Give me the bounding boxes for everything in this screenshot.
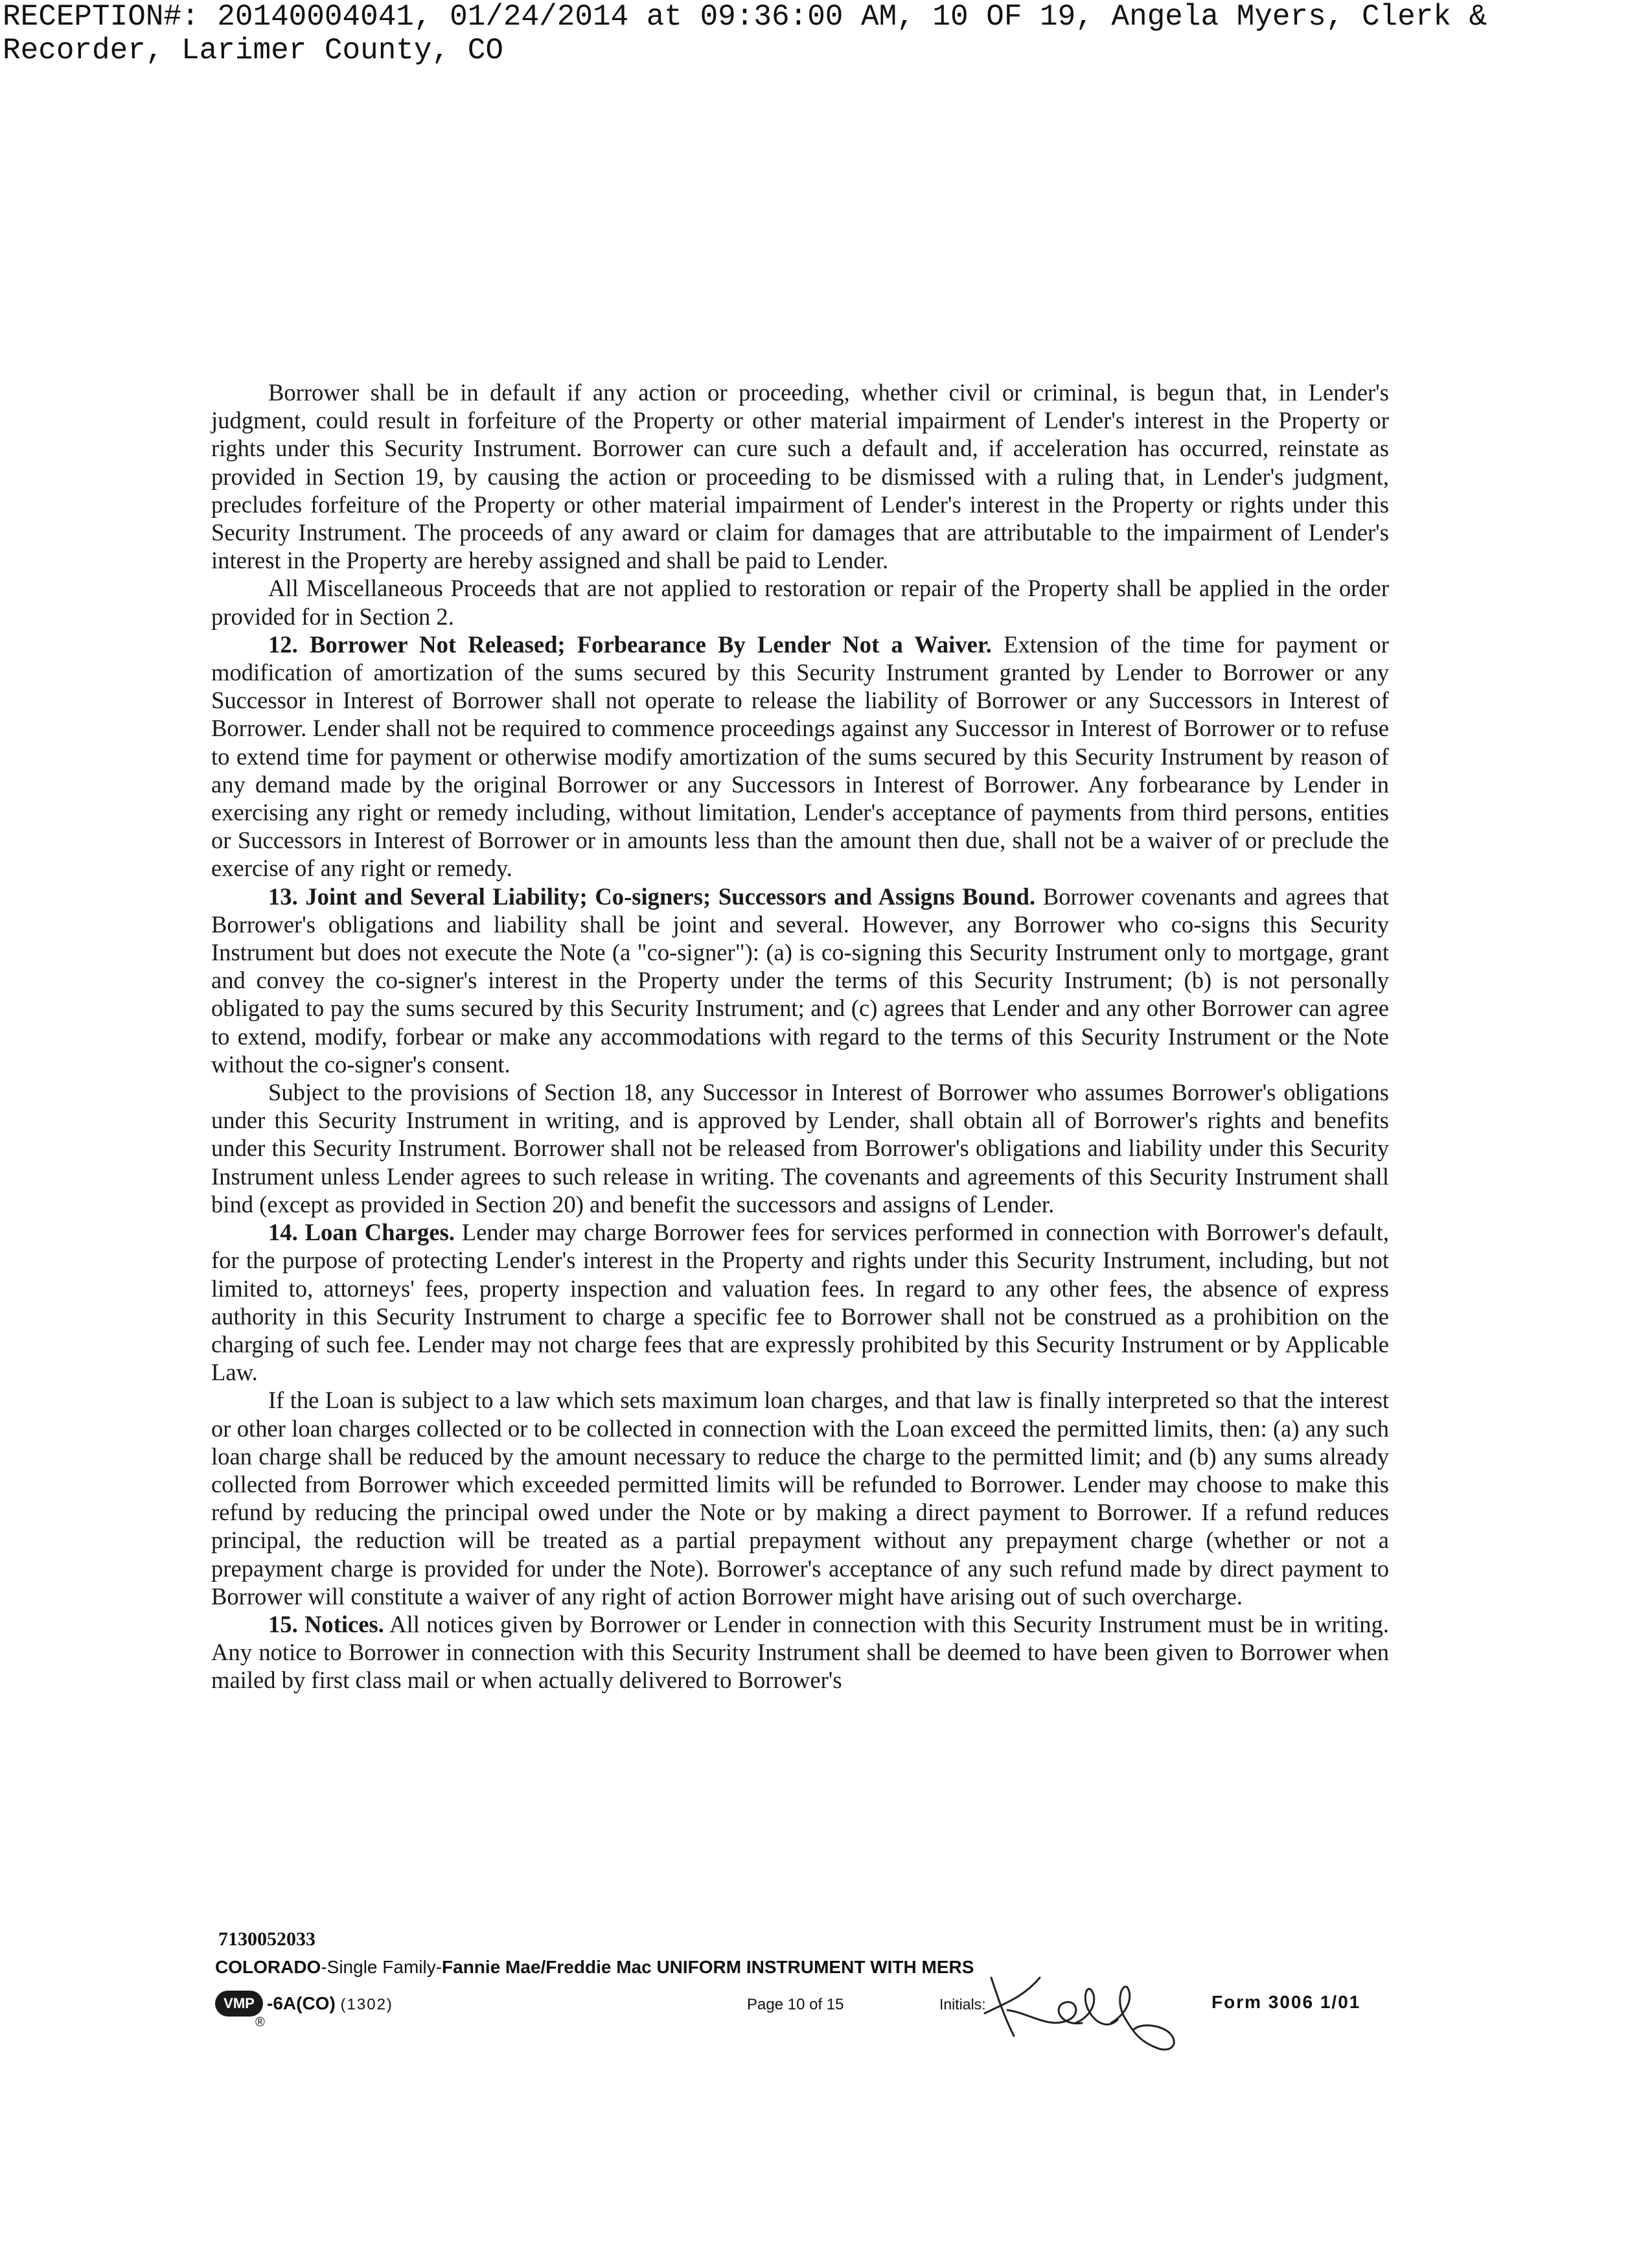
page-number: Page 10 of 15 bbox=[747, 1996, 844, 2013]
section-13-paragraph-2: Subject to the provisions of Section 18, any Successor in Interest of Borrower who assumes Borrower's obligations under this Security Instrument in writing, and is approved by Lender, shall obtain all of Borrower's rights and benefits under this Security Instrument. Borrower shall not be released from Borrower's obligations and liability under this Security Instrument unless Lender agrees to such release in writing. The covenants and agreements of this Security Instrument shall bind (except as provided in Section 20) and benefit the successors and assigns of Lender. bbox=[211, 1079, 1389, 1218]
form-code-number: (1302) bbox=[340, 1996, 393, 2013]
vmp-logo: VMP bbox=[215, 1991, 263, 2017]
registered-mark-icon: ® bbox=[255, 2015, 265, 2030]
section-12 bbox=[211, 630, 1389, 883]
form-title bbox=[215, 1957, 974, 1978]
section-14 bbox=[211, 1218, 1389, 1386]
section-12-heading: 12. Borrower Not Released; Forbearance By Lender Not a Waiver. bbox=[268, 630, 992, 658]
form-code bbox=[267, 1993, 393, 2014]
document-body bbox=[211, 378, 1389, 1694]
section-12-text: Extension of the time for payment or modification of amortization of the sums secured by this Security Instrument granted by Lender to Borrower or any Successor in Interest of Borrower shall not operate to release the liability of Borrower or any Successors in Interest of Borrower. Lender shall not be required to commence proceedings against any Successor in Interest of Borrower or to refuse to extend time for payment or otherwise modify amortization of the sums secured by this Security Instrument by reason of any demand made by the original Borrower or any Successors in Interest of Borrower. Any forbearance by Lender in exercising any right or remedy including, without limitation, Lender's acceptance of payments from third persons, entities or Successors in Interest of Borrower or in amounts less than the amount then due, shall not be a waiver of or preclude the exercise of any right or remedy. bbox=[211, 630, 1389, 882]
section-15-text: All notices given by Borrower or Lender in connection with this Security Instrument must be in writing. Any notice to Borrower in connection with this Security Instrument shall be deemed to have been given to Borrower when mailed by first class mail or when actually delivered to Borrower's bbox=[211, 1610, 1390, 1694]
section-14-paragraph-2: If the Loan is subject to a law which sets maximum loan charges, and that law is finally interpreted so that the interest or other loan charges collected or to be collected in connection with the Loan exceed the permitted limits, then: (a) any such loan charge shall be reduced by the amount necessary to reduce the charge to the permitted limit; and (b) any sums already collected from Borrower which exceeded permitted limits will be refunded to Borrower. Lender may choose to make this refund by reducing the principal owed under the Note or by making a direct payment to Borrower. If a refund reduces principal, the reduction will be treated as a partial prepayment without any prepayment charge (whether or not a prepayment charge is provided for under the Note). Borrower's acceptance of any such refund made by direct payment to Borrower will constitute a waiver of any right of action Borrower might have arising out of such overcharge. bbox=[211, 1387, 1389, 1610]
loan-number: 7130052033 bbox=[218, 1928, 315, 1950]
paragraph-default: Borrower shall be in default if any action or proceeding, whether civil or criminal, is begun that, in Lender's judgment, could result in forfeiture of the Property or other material impairment of Lender's interest in the Property or rights under this Security Instrument. Borrower can cure such a default and, if acceleration has occurred, reinstate as provided in Section 19, by causing the action or proceeding to be dismissed with a ruling that, in Lender's judgment, precludes forfeiture of the Property or other material impairment of Lender's interest in the Property or rights under this Security Instrument. The proceeds of any award or claim for damages that are attributable to the impairment of Lender's interest in the Property are hereby assigned and shall be paid to Lender. bbox=[211, 379, 1389, 574]
form-code-main: -6A(CO) bbox=[267, 1993, 336, 2013]
section-15 bbox=[211, 1610, 1389, 1694]
form-title-a: -Single Family- bbox=[321, 1957, 442, 1977]
section-13 bbox=[211, 883, 1389, 1078]
reception-stamp: RECEPTION#: 20140004041, 01/24/2014 at 09:36:00 AM, 10 OF 19, Angela Myers, Clerk & Recorder, Larimer County, CO bbox=[3, 0, 1505, 67]
form-title-b: Fannie Mae/Freddie Mac UNIFORM INSTRUMENT WITH MERS bbox=[442, 1957, 974, 1977]
initials-label: Initials: bbox=[939, 1996, 986, 2013]
section-13-heading: 13. Joint and Several Liability; Co-signers; Successors and Assigns Bound. bbox=[268, 883, 1036, 910]
form-state: COLORADO bbox=[215, 1957, 321, 1977]
initials-signature-icon bbox=[978, 1952, 1186, 2062]
paragraph-miscellaneous-proceeds: All Miscellaneous Proceeds that are not applied to restoration or repair of the Property shall be applied in the order provided for in Section 2. bbox=[211, 575, 1389, 630]
form-number: Form 3006 1/01 bbox=[1211, 1992, 1361, 2012]
section-14-text: Lender may charge Borrower fees for services performed in connection with Borrower's default, for the purpose of protecting Lender's interest in the Property and rights under this Security Instrument, including, but not limited to, attorneys' fees, property inspection and valuation fees. In regard to any other fees, the absence of express authority in this Security Instrument to charge a specific fee to Borrower shall not be construed as a prohibition on the charging of such fee. Lender may not charge fees that are expressly prohibited by this Security Instrument or by Applicable Law. bbox=[211, 1219, 1389, 1386]
section-15-heading: 15. Notices. bbox=[268, 1610, 384, 1637]
section-14-heading: 14. Loan Charges. bbox=[268, 1219, 455, 1246]
section-13-text: Borrower covenants and agrees that Borrower's obligations and liability shall be joint and several. However, any Borrower who co-signs this Security Instrument but does not execute the Note (a "co-signer"): (a) is co-signing this Security Instrument only to mortgage, grant and convey the co-signer's interest in the Property under the terms of this Security Instrument; (b) is not personally obligated to pay the sums secured by this Security Instrument; and (c) agrees that Lender and any other Borrower can agree to extend, modify, forbear or make any accommodations with regard to the terms of this Security Instrument or the Note without the co-signer's consent. bbox=[211, 883, 1389, 1078]
